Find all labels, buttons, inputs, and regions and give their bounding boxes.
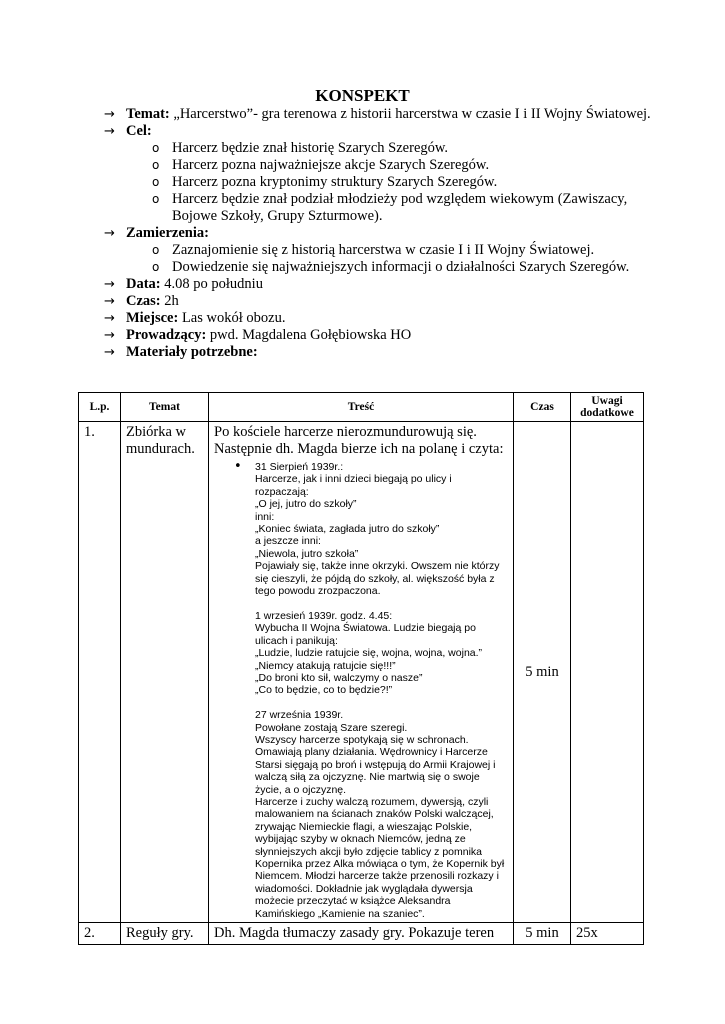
cel-subitem-text: Harcerz będzie znał podział młodzieży pod względem wiekowym (Zawiszacy, Bojowe Szkoły, Grupy Szturmowe). bbox=[172, 191, 628, 224]
prowadzacy-item bbox=[104, 327, 664, 344]
row-lp: 1. bbox=[79, 422, 121, 923]
cel-subitem-text: Harcerz będzie znał historię Szarych Szeregów. bbox=[172, 140, 449, 156]
cel-subitem bbox=[104, 157, 664, 174]
miejsce-item bbox=[104, 310, 664, 327]
cel-subitem bbox=[104, 191, 664, 225]
bullet-icon: o bbox=[152, 158, 160, 172]
miejsce-label: Miejsce: bbox=[126, 310, 179, 326]
zamierzenia-subitem-text: Dowiedzenie się najważniejszych informacji o działalności Szarych Szeregów. bbox=[172, 259, 630, 275]
cel-subitem-text: Harcerz pozna najważniejsze akcje Szarych Szeregów. bbox=[172, 157, 490, 173]
cel-subitem bbox=[104, 140, 664, 157]
arrow-icon: → bbox=[104, 311, 115, 326]
prowadzacy-text: pwd. Magdalena Gołębiowska HO bbox=[209, 327, 412, 343]
bullet-dot-icon: • bbox=[234, 459, 242, 474]
zamierzenia-subitem bbox=[104, 259, 664, 276]
data-label: Data: bbox=[126, 276, 161, 292]
bullet-icon: o bbox=[152, 175, 160, 189]
arrow-icon: → bbox=[104, 226, 115, 241]
arrow-icon: → bbox=[104, 345, 115, 360]
temat-item bbox=[104, 106, 664, 123]
table-row bbox=[79, 923, 644, 945]
row-details-text: 31 Sierpień 1939r.: Harcerze, jak i inni dzieci biegają po ulicy i rozpaczają: „O jej, jutro do szkoły” inni: „Koniec świata, zagłada jutro do szkoły” a jeszcze inni: „Niewola, jutro szkoła” Pojawiały się, także inne okrzyki. Owszem nie którzy się cieszyli, że pójdą do szkoły, al. większość była z tego powodu zrozpaczona. 1 wrzesień 1939r. godz. 4.45: Wybucha II Wojna Światowa. Ludzie biegają po ulicach i panikują: „Ludzie, ludzie ratujcie się, wojna, wojna, wojna.” „Niemcy atakują ratujcie się!!!” „Do broni kto sił, walczymy o nasze” „Co to będzie, co to będzie?!” 27 września 1939r. Powołane zostają Szare szeregi. Wszyscy harcerze spotykają się w schronach. Omawiają plany działania. Wędrownicy i Harcerze Starsi sięgają po broń i wstępują do Armii Krajowej i walczą siłą za ojczyznę. Nie martwią się o swoje życie, a o ojczyznę. Harcerze i zuchy walczą rozumem, dywersją, czyli malowaniem na ścianach znaków Polski walczącej, zrywając Niemieckie flagi, a wieszając Polskie, wybijając szyby w oknach Niemców, jedną ze słynniejszych akcji było zdjęcie tablicy z pomnika Kopernika przez Alka mówiąca o tym, że Kopernik był Niemcem. Młodzi harcerze także przenosili rozkazy i wiadomości. Dokładnie jak wyglądała dywersja możecie przeczytać w książce Aleksandra Kamińskiego „Kamienie na szaniec”. bbox=[255, 461, 505, 920]
row-czas: 5 min bbox=[514, 923, 571, 945]
row-temat: Reguły gry. bbox=[121, 923, 209, 945]
header-lp: L.p. bbox=[79, 393, 121, 422]
header-czas: Czas bbox=[514, 393, 571, 422]
bullet-icon: o bbox=[152, 192, 160, 206]
prowadzacy-label: Prowadzący: bbox=[126, 327, 207, 343]
arrow-icon: → bbox=[104, 328, 115, 343]
zamierzenia-label: Zamierzenia: bbox=[126, 225, 209, 241]
czas-item bbox=[104, 293, 664, 310]
cel-item bbox=[104, 123, 664, 140]
bullet-icon: o bbox=[152, 260, 160, 274]
table-row bbox=[79, 422, 644, 923]
cel-subitem bbox=[104, 174, 664, 191]
row-uwagi: 25x bbox=[571, 923, 644, 945]
zamierzenia-item bbox=[104, 225, 664, 242]
page-title: KONSPEKT bbox=[315, 86, 410, 105]
row-lp: 2. bbox=[79, 923, 121, 945]
bullet-icon: o bbox=[152, 141, 160, 155]
czas-label: Czas: bbox=[126, 293, 161, 309]
arrow-icon: → bbox=[104, 277, 115, 292]
czas-text: 2h bbox=[164, 293, 179, 309]
row-tresc-text: Dh. Magda tłumaczy zasady gry. Pokazuje teren bbox=[209, 923, 514, 945]
row-tresc-text: Po kościele harcerze nierozmundurowują się. Następnie dh. Magda bierze ich na polanę i czyta: bbox=[214, 424, 504, 457]
miejsce-text: Las wokół obozu. bbox=[181, 310, 286, 326]
plan-table bbox=[78, 392, 644, 945]
arrow-icon: → bbox=[104, 107, 115, 122]
zamierzenia-subitem bbox=[104, 242, 664, 259]
temat-label: Temat: bbox=[126, 106, 170, 122]
cel-label: Cel: bbox=[126, 123, 152, 139]
row-uwagi bbox=[571, 422, 644, 923]
arrow-icon: → bbox=[104, 124, 115, 139]
header-uwagi: Uwagi dodatkowe bbox=[571, 393, 644, 422]
row-czas: 5 min bbox=[514, 422, 571, 923]
table-header-row bbox=[79, 393, 644, 422]
row-details-block bbox=[214, 461, 508, 920]
data-item bbox=[104, 276, 664, 293]
header-tresc: Treść bbox=[209, 393, 514, 422]
temat-text: „Harcerstwo”- gra terenowa z historii harcerstwa w czasie I i II Wojny Światowej. bbox=[173, 106, 651, 122]
outline-list bbox=[104, 106, 664, 361]
row-temat: Zbiórka w mundurach. bbox=[121, 422, 209, 923]
row-tresc bbox=[209, 422, 514, 923]
header-temat: Temat bbox=[121, 393, 209, 422]
materialy-item bbox=[104, 344, 664, 361]
materialy-label: Materiały potrzebne: bbox=[126, 344, 258, 360]
arrow-icon: → bbox=[104, 294, 115, 309]
bullet-icon: o bbox=[152, 243, 160, 257]
zamierzenia-subitem-text: Zaznajomienie się z historią harcerstwa w czasie I i II Wojny Światowej. bbox=[172, 242, 595, 258]
cel-subitem-text: Harcerz pozna kryptonimy struktury Szarych Szeregów. bbox=[172, 174, 498, 190]
data-text: 4.08 po południu bbox=[164, 276, 263, 292]
